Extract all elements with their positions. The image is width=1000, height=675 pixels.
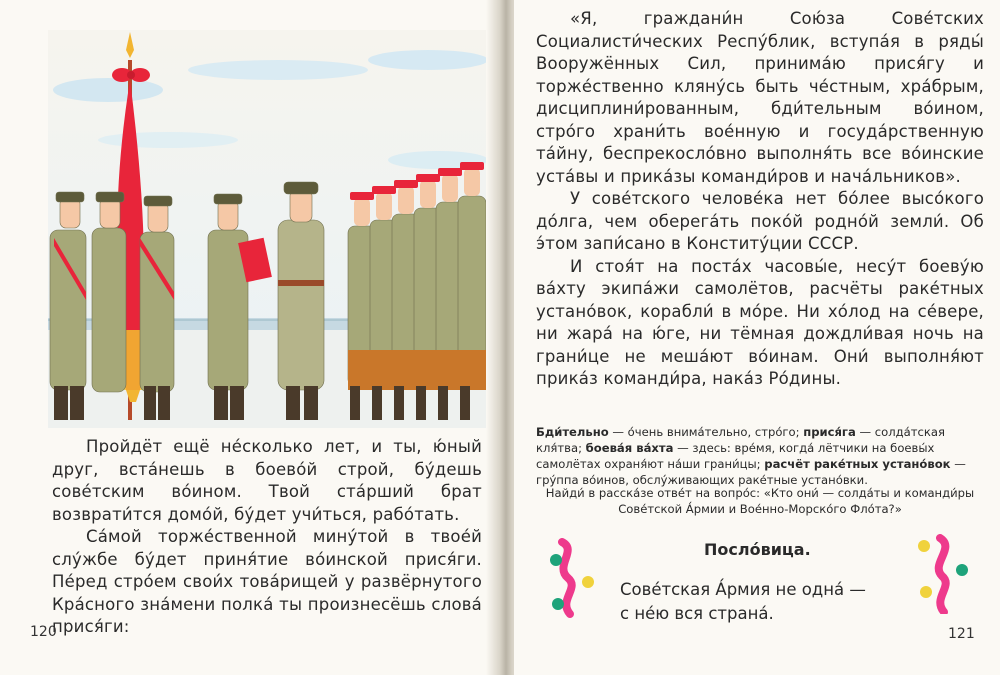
paragraph: У сове́тского челове́ка нет бо́лее высо́кого до́лга, чем оберега́ть поко́й родно́й земли́. Об э́том запи́сано в Конститу́ции СССР. [536, 189, 984, 253]
paragraph: Пройдёт ещё не́сколько лет, и ты, ю́ный друг, вста́нешь в боево́й строй, бу́дешь сове́тским во́ином. Твой ста́рший брат возврати́тся домо́й, бу́дет учи́ться, рабо́тать. [52, 437, 482, 524]
glossary-definition: — о́чень внима́тельно, стро́го; [608, 425, 804, 439]
soldiers-with-banner-image [48, 30, 486, 428]
paragraph: И стоя́т на поста́х часовы́е, несу́т боеву́ю ва́хту экипа́жи самолётов, расчёты раке́тных устано́вок, корабли́ в мо́ре. Ни хо́лод на се́вере, ни жара́ на ю́ге, ни тёмная дождли́вая ночь на грани́це не меша́ют во́инам. Они́ выполня́ют прика́з команди́ра, нака́з Ро́дины. [536, 256, 984, 388]
page-number-right: 121 [948, 626, 975, 642]
proverb-line: с не́ю вся страна́. [620, 604, 774, 623]
left-body-text [52, 436, 482, 639]
right-body-text [536, 8, 984, 391]
glossary-term: боева́я ва́хта [585, 441, 674, 455]
glossary-term: Бди́тельно [536, 425, 609, 439]
proverb-line: Сове́тская А́рмия не одна́ — [620, 580, 866, 599]
glossary-definition: — солда́тская кля́тва; [536, 425, 946, 455]
glossary [536, 424, 984, 488]
glossary-term: расчёт раке́тных устано́вок [764, 457, 951, 471]
glossary-term: прися́га [803, 425, 856, 439]
decorative-ribbon-left-icon [544, 538, 604, 618]
proverb-title: Посло́вица. [704, 540, 811, 559]
decorative-ribbon-right-icon [912, 534, 972, 614]
page-number-left: 120 [30, 624, 57, 640]
glossary-definition: — гру́ппа во́инов, обслу́живающих раке́тные устано́вки. [536, 457, 966, 487]
right-page [514, 0, 1000, 675]
proverb-text [620, 578, 866, 626]
oath-paragraph: «Я, граждани́н Сою́за Сове́тских Социалисти́ческих Респу́блик, вступа́я в ряды́ Вооружённых Сил, принима́ю прися́гу и торже́ственно кляну́сь быть че́стным, хра́брым, дисциплини́рованным, бди́тельным во́ином, стро́го храни́ть вое́нную и госуда́рственную та́йну, беспрекосло́вно выполня́ть все во́инские уста́вы и прика́зы команди́ров и нача́льников». [536, 9, 984, 186]
paragraph: Са́мой торже́ственной мину́той в твое́й слу́жбе бу́дет приня́тие во́инской прися́ги. Пе́ред стро́ем свои́х това́рищей у развёрнутого Кра́сного зна́мени полка́ ты произнесёшь слова́ прися́ги: [52, 527, 482, 636]
left-page [0, 0, 498, 675]
glossary-definition: — здесь: вре́мя, когда́ лётчики на боевы́х самолётах охраня́ют на́ши грани́цы; [536, 441, 935, 471]
soldiers-illustration [48, 30, 486, 428]
reading-question: Найди́ в расска́зе отве́т на вопро́с: «Кто они́ — солда́ты и команди́ры Сове́тской А́рмии и Вое́нно-Морско́го Фло́та?» [545, 486, 975, 516]
